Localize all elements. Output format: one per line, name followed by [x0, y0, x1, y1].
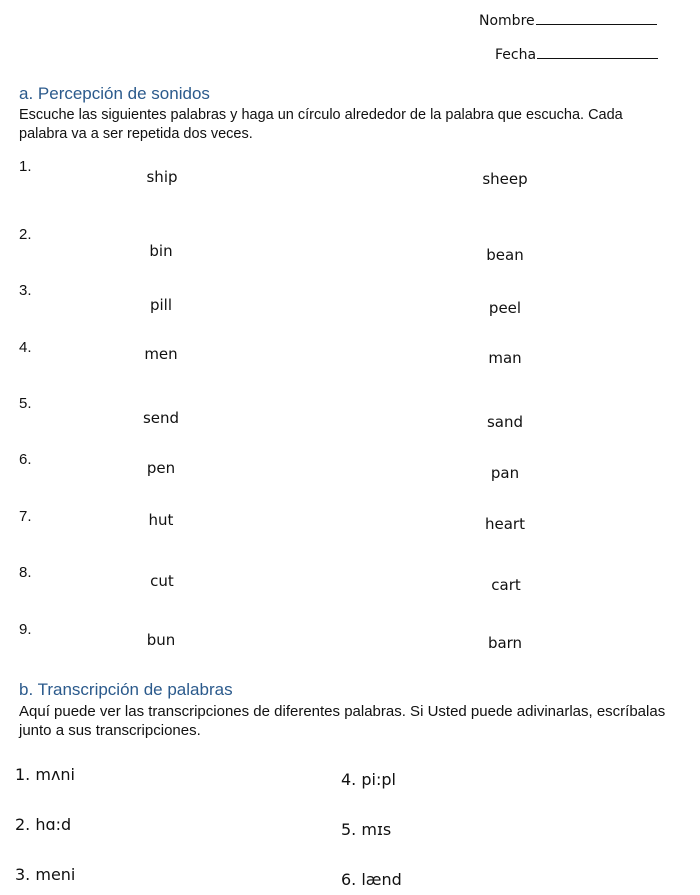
item-number: 4. [19, 339, 32, 356]
item-number: 7. [19, 508, 32, 525]
word-option-left[interactable]: send [142, 409, 180, 427]
word-option-left[interactable]: bin [149, 242, 173, 260]
date-field[interactable] [495, 47, 658, 63]
name-label: Nombre [479, 13, 535, 29]
section-a-title: a. Percepción de sonidos [19, 84, 210, 103]
word-option-right[interactable]: heart [485, 515, 525, 533]
word-option-right[interactable]: cart [491, 576, 521, 594]
word-option-right[interactable]: peel [488, 299, 522, 317]
transcription-item: 3. meni [15, 865, 76, 884]
word-option-right[interactable]: barn [487, 634, 523, 652]
word-option-left[interactable]: bun [146, 631, 176, 649]
item-number: 3. [19, 282, 32, 299]
transcription-item: 6. lænd [341, 870, 402, 889]
word-option-right[interactable]: sand [486, 413, 524, 431]
word-option-right[interactable]: man [488, 349, 522, 367]
transcription-item: 4. pi:pl [341, 770, 396, 789]
date-label: Fecha [495, 47, 537, 63]
name-field[interactable] [479, 13, 657, 29]
item-number: 8. [19, 564, 32, 581]
word-option-right[interactable]: bean [486, 246, 524, 264]
word-option-right[interactable]: pan [490, 464, 520, 482]
word-option-left[interactable]: ship [146, 168, 178, 186]
item-number: 9. [19, 621, 32, 638]
item-number: 6. [19, 451, 32, 468]
transcription-item: 1. mʌni [15, 765, 75, 784]
item-number: 2. [19, 226, 32, 243]
word-option-left[interactable]: men [144, 345, 178, 363]
word-option-right[interactable]: sheep [482, 170, 528, 188]
item-number: 1. [19, 158, 32, 175]
section-a-instructions: Escuche las siguientes palabras y haga un círculo alrededor de la palabra que escucha. Cada palabra va a ser repetida dos veces. [19, 107, 623, 142]
word-option-left[interactable]: hut [148, 511, 174, 529]
word-option-left[interactable]: pill [149, 296, 173, 314]
name-blank-line[interactable] [536, 24, 657, 25]
section-b-instructions: Aquí puede ver las transcripciones de diferentes palabras. Si Usted puede adivinarlas, escríbalas junto a sus transcripciones. [19, 703, 666, 739]
section-b-title: b. Transcripción de palabras [19, 680, 233, 699]
transcription-item: 5. mɪs [341, 820, 392, 839]
transcription-item: 2. hɑ:d [15, 815, 72, 834]
word-option-left[interactable]: pen [146, 459, 176, 477]
item-number: 5. [19, 395, 32, 412]
word-option-left[interactable]: cut [150, 572, 174, 590]
date-blank-line[interactable] [537, 58, 658, 59]
